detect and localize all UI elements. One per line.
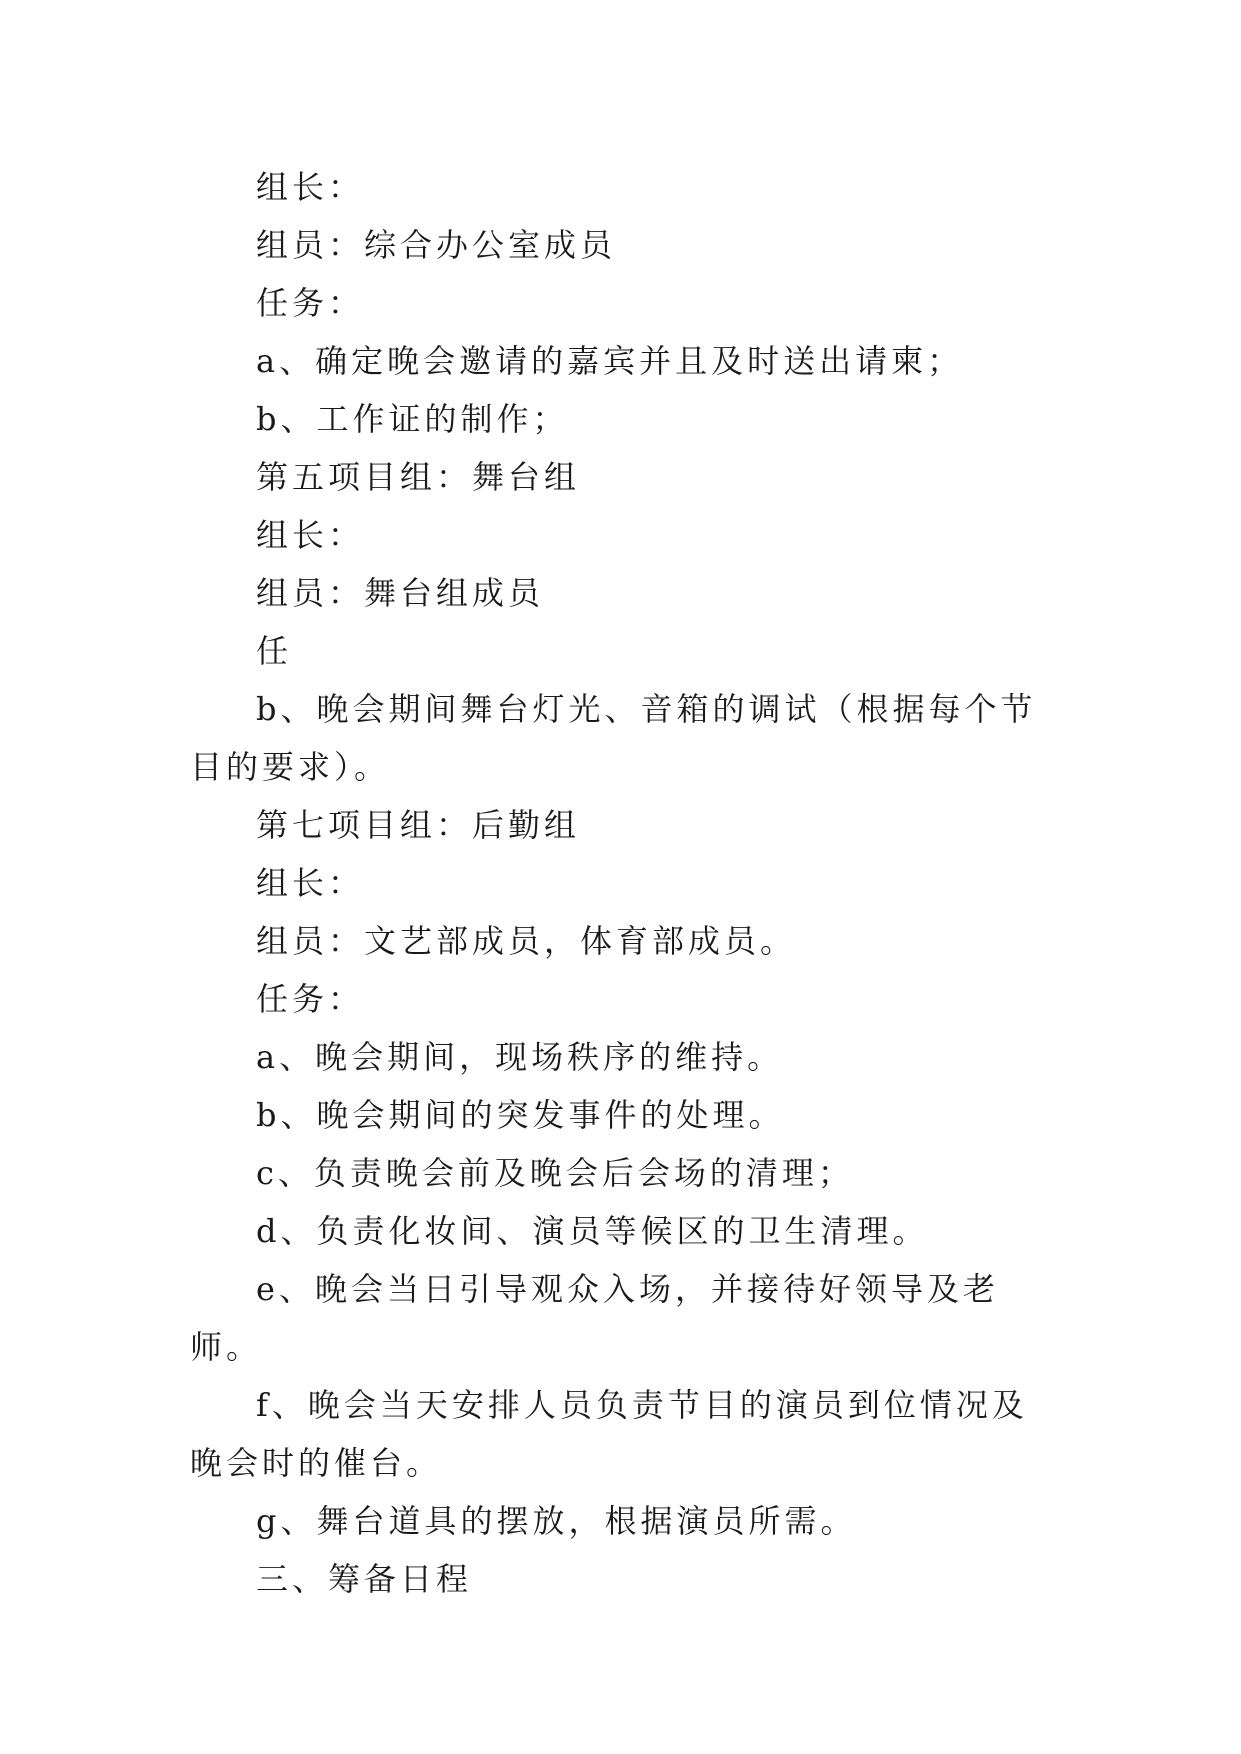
paragraph-group-5-heading: 第五项目组：舞台组 [256, 458, 581, 496]
paragraph-task-f-3: f、晚会当天安排人员负责节目的演员到位情况及晚会时的催台。 [190, 1386, 1028, 1482]
paragraph-group-leader-3: 组长： [256, 864, 365, 902]
paragraph-task-a-1: a、确定晚会邀请的嘉宾并且及时送出请柬； [256, 342, 964, 380]
paragraph-task-b-3: b、晚会期间的突发事件的处理。 [256, 1096, 785, 1134]
paragraph-task-b-1: b、工作证的制作； [256, 400, 569, 438]
paragraph-task-e-3: e、晚会当日引导观众入场，并接待好领导及老师。 [190, 1270, 999, 1366]
paragraph-members-3: 组员：文艺部成员，体育部成员。 [256, 922, 797, 960]
paragraph-group-7-heading: 第七项目组：后勤组 [256, 806, 581, 844]
paragraph-group-leader-2: 组长： [256, 516, 365, 554]
paragraph-task-a-3: a、晚会期间，现场秩序的维持。 [256, 1038, 784, 1076]
paragraph-tasks-1: 任务： [256, 284, 365, 322]
paragraph-group-leader-1: 组长： [256, 168, 365, 206]
document-body [190, 158, 1050, 1608]
paragraph-task-c-3: c、负责晚会前及晚会后会场的清理； [256, 1154, 854, 1192]
paragraph-task-g-3: g、舞台道具的摆放，根据演员所需。 [256, 1502, 857, 1540]
paragraph-members-1: 组员：综合办公室成员 [256, 226, 617, 264]
paragraph-section-3-heading: 三、筹备日程 [256, 1560, 473, 1598]
paragraph-tasks-fragment: 任 [256, 632, 293, 670]
paragraph-tasks-3: 任务： [256, 980, 365, 1018]
paragraph-task-d-3: d、负责化妆间、演员等候区的卫生清理。 [256, 1212, 929, 1250]
paragraph-members-2: 组员：舞台组成员 [256, 574, 545, 612]
paragraph-task-b-2: b、晚会期间舞台灯光、音箱的调试（根据每个节目的要求）。 [190, 690, 1037, 786]
